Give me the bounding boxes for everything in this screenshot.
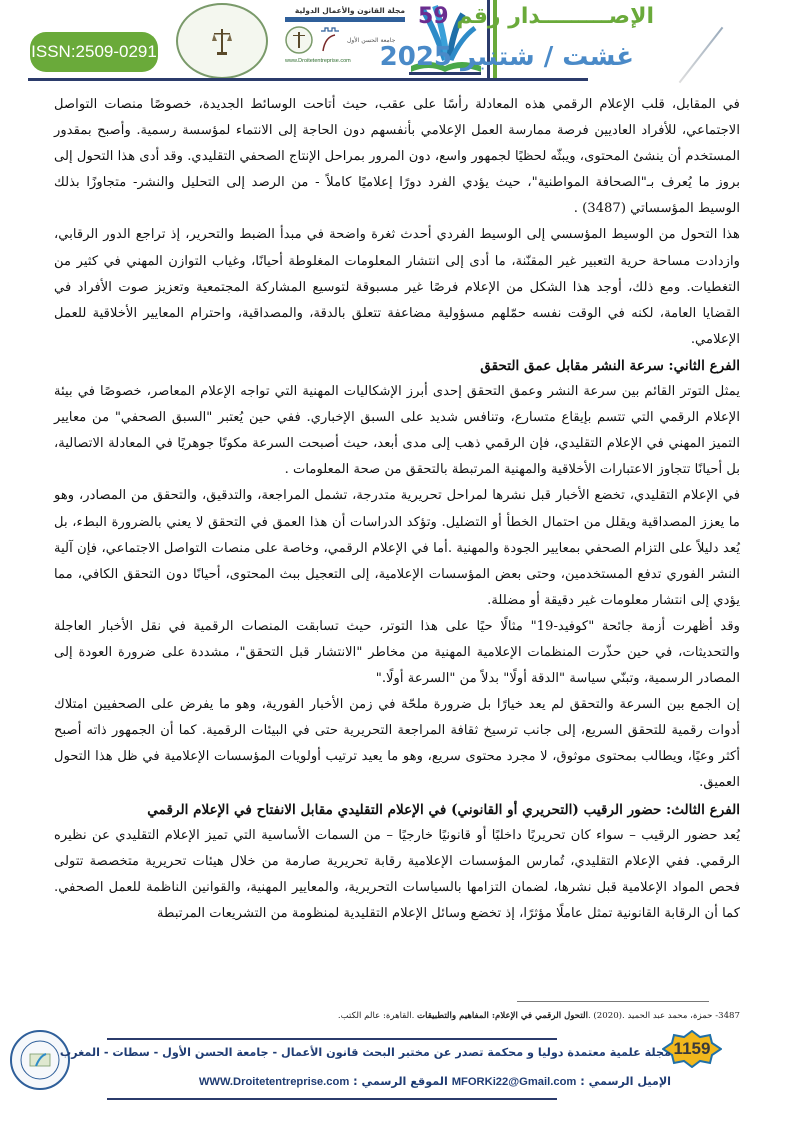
header-rule: [28, 78, 588, 81]
section-heading: الفرع الثالث: حضور الرقيب (التحريري أو القانوني) في الإعلام التقليدي مقابل الانفتاح في الإعلام الرقمي: [147, 801, 740, 818]
university-emblem-icon: [319, 27, 341, 53]
paragraph: يمثل التوتر القائم بين سرعة النشر وعمق التحقق إحدى أبرز الإشكاليات المهنية التي تواجه الإعلام المعاصر، خصوصًا في بيئة الإعلام الرقمي التي تتسم بإيقاع متسارع، وتنافس شديد على السبق الإخباري. ففي حين يُعتبر "السبق الصحفي" من معايير التميز المهني في الإعلام التقليدي، فإن الرقمي ذهب إلى مدى أبعد، حيث أصبحت السرعة مكونًا جوهريًا في المعادلة الاتصالية، بل أحيانًا تتجاوز الاعتبارات الأخلاقية والمهنية المرتبطة بالتحقق من صحة المعلومات .: [54, 384, 740, 478]
footer-rule-top: [107, 1038, 557, 1040]
paragraph: يُعد حضور الرقيب – سواء كان تحريريًا داخليًا أو قانونيًا خارجيًا – من السمات الأساسية التي تميز الإعلام التقليدي عن نظيره الرقمي. ففي الإعلام التقليدي، تُمارس المؤسسات الإعلامية رقابة تحريرية صارمة من خلال هيئات تحريرية متخصصة تتولى فحص المواد الإعلامية قبل نشرها، لضمان التزامها بالسياسات التحريرية، والمعايير المهنية، والقوانين الناظمة للعمل الصحفي. كما أن الرقابة القانونية تمثل عاملًا مؤثرًا، إذ تخضع وسائل الإعلام التقليدية لمنظومة من التشريعات المرتبطة: [54, 827, 740, 921]
paragraph: إن الجمع بين السرعة والتحقق لم يعد خيارًا بل ضرورة ملحّة في زمن الأخبار الفورية، وهو ما يفرض على الصحفيين امتلاك أدوات رقمية للتحقق السريع، إلى جانب ترسيخ ثقافة المراجعة التحريرية حتى في البيئات الرقمية. كما أن الجمهور ذاته أصبح أكثر وعيًا، ويطالب بمحتوى موثوق، لا مجرد محتوى سريع، وهو ما يعيد ترتيب أولويات المؤسسات الإعلامية في ظل هذا التحول العميق.: [54, 697, 740, 791]
footnote-author: حمزة، محمد عبد الحميد .(2020) .: [587, 1011, 713, 1021]
paragraph: في الإعلام التقليدي، تخضع الأخبار قبل نشرها لمراحل تحريرية متدرجة، تشمل المراجعة، والتدقيق، والتحقق من المصادر، وهو ما يعزز المصداقية ويقلل من احتمال الخطأ أو التضليل. وتؤكد الدراسات أن هذا العمق في التحقق لا يعني بالضرورة البطء، بل يُعد دليلاً على التزام الصحفي بمعايير الجودة والمهنية .أما في الإعلام الرقمي، وخاصة على منصات التواصل الاجتماعي، فإن آلية النشر الفوري تدفع المستخدمين، وحتى بعض المؤسسات الإعلامية، إلى التعجيل ببث المحتوى، أحيانًا دون التحقق الكافي، مما يؤدي إلى انتشار معلومات غير دقيقة أو مضللة.: [54, 488, 740, 608]
page-number: 1159: [673, 1039, 711, 1058]
lab-seal-small-icon: [285, 26, 313, 54]
issn-badge: ISSN:2509-0291: [30, 32, 158, 72]
decorative-diagonal: [679, 27, 724, 83]
editor-seal: [10, 1030, 70, 1090]
lab-logo: [176, 3, 268, 79]
footer-rule-bottom: [107, 1098, 557, 1100]
footnote-rule: [517, 1001, 709, 1002]
issue-label: الإصـــــــــدار رقم: [456, 4, 654, 29]
section-heading: الفرع الثاني: سرعة النشر مقابل عمق التحقق: [480, 357, 740, 374]
footer-journal-description: مجلة علمية معتمدة دوليا و محكمة تصدر عن مختبر البحث قانون الأعمال - جامعة الحسن الأول - سطات - المغرب: [59, 1046, 671, 1059]
issue-number: [418, 4, 654, 29]
article-body: [54, 92, 740, 927]
paragraph: في المقابل، قلب الإعلام الرقمي هذه المعادلة رأسًا على عقب، حيث أتاحت الوسائط الجديدة، خصوصًا منصات التواصل الاجتماعي، للأفراد العاديين فرصة ممارسة العمل الإعلامي بأنفسهم دون الحاجة إلى الانتماء لمؤسسة رسمية. وأصبح بمقدور المستخدم أن ينشئ المحتوى، ويبثّه لحظيًا لجمهور واسع، دون المرور بمراحل الإنتاج الصحفي التقليدي. وقد أدى هذا التحول إلى بروز ما يُعرف بـ"الصحافة المواطنية"، حيث يؤدي الفرد دورًا إعلاميًا كاملاً - من الرصد إلى التحليل والنشر- متجاوزًا بذلك الوسيط المؤسساتي (3487) .: [54, 97, 740, 217]
page-header: [0, 0, 794, 85]
journal-logo-url: www.Droitetentreprise.com: [285, 58, 351, 64]
paragraph: وقد أظهرت أزمة جائحة "كوفيد-19" مثالًا حيًا على هذا التوتر، حيث تسابقت المنصات الرقمية في نقل الأخبار العاجلة والتحديثات، في حين حذّرت المنظمات الإعلامية المهنية من مخاطر "الانتشار قبل التحقق"، مشددة على ضرورة العودة إلى المصادر الرسمية، وتبنّي سياسة "الدقة أولًا" بدلاً من "السرعة أولًا.": [54, 618, 740, 687]
footnote-publisher: .القاهرة: عالم الكتب.: [337, 1011, 418, 1021]
email-link[interactable]: MFORKi22@Gmail.com: [451, 1076, 577, 1088]
paragraph: هذا التحول من الوسيط المؤسسي إلى الوسيط الفردي أحدث ثغرة واضحة في مبدأ الضبط والتحرير، إذ تراجع الدور الرقابي، وازدادت مساحة حرية التعبير غير المقنّنة، ما أدى إلى انتشار المعلومات المغلوطة أحيانًا، وغياب التوازن المهني في كثير من التغطيات. ومع ذلك، أوجد هذا الشكل من الإعلام فرصًا غير مسبوقة لتوسيع المشاركة المجتمعية وتعزيز صوت الأفراد في القضايا العامة، لكنه في الوقت نفسه حمّلهم مسؤولية مضاعفة تتعلق بالدقة، والمصداقية، واحترام المعايير الأخلاقية للعمل الإعلامي.: [54, 227, 740, 347]
footnote-number: 3487-: [715, 1011, 740, 1021]
website-link[interactable]: WWW.Droitetentreprise.com: [198, 1076, 350, 1088]
page-number-badge: [662, 1030, 722, 1068]
scales-of-justice-icon: [212, 27, 232, 55]
journal-logo-title: مجلة القانون والأعمال الدولية: [294, 6, 405, 15]
university-logo-text: جامعة الحسن الأول: [347, 36, 396, 44]
footnote: [338, 1011, 740, 1021]
journal-logo-bar: [285, 17, 405, 22]
footnote-title: التحول الرقمي في الإعلام: المفاهيم والتطبيقات: [417, 1011, 588, 1021]
seal-emblem-icon: [12, 1032, 68, 1088]
issue-date: غشت / شتنبر 2025: [379, 42, 634, 72]
website-label: الموقع الرسمي :: [349, 1075, 448, 1088]
email-label: الإميل الرسمي :: [576, 1075, 671, 1088]
issue-number-value: 59: [417, 4, 449, 29]
footer-contact: [199, 1075, 671, 1088]
